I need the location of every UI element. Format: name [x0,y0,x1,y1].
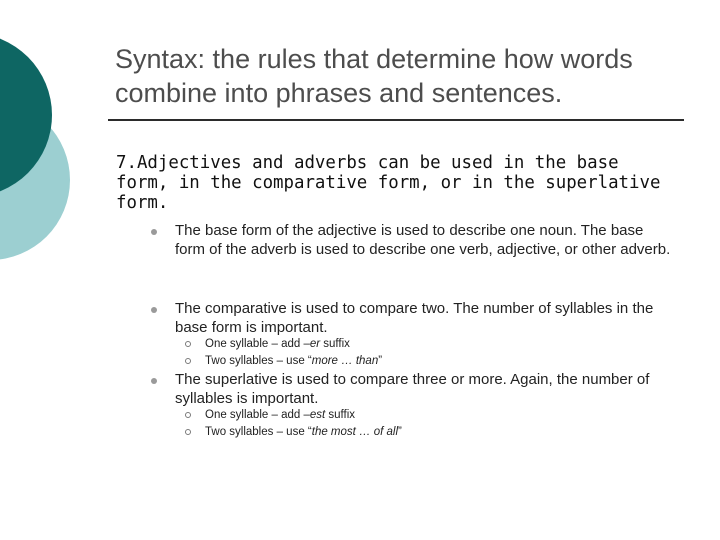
title-divider [108,119,684,121]
bullet-dot [151,378,157,384]
sub-emphasis: the most … of all [311,426,399,438]
bullet-text: The comparative is used to compare two. The number of syllables in the base form is important. [175,300,654,336]
lead-paragraph: 7.Adjectives and adverbs can be used in the base form, in the comparative form, or in the superlative form. [116,153,661,213]
sub-text: suffix [320,338,350,350]
bullet-text: The superlative is used to compare three or more. Again, the number of syllables is important. [175,371,650,407]
sub-text: ” [398,426,402,438]
sub-text: One syllable – add – [205,338,310,350]
bullet-dot [151,229,157,235]
slide-title: Syntax: the rules that determine how words combine into phrases and sentences. [115,44,633,108]
decorative-circles [0,0,120,300]
sub-bullet-ring [185,358,191,364]
sub-text: One syllable – add – [205,409,310,421]
bullet-dot [151,307,157,313]
sub-bullet-ring [185,429,191,435]
sub-text: suffix [325,409,356,421]
bullet-text: The base form of the adjective is used to describe one noun. The base form of the adverb is used to describe one verb, adjective, or other adverb. [175,222,671,258]
sub-text: Two syllables – use “ [205,355,312,367]
sub-text: ” [378,355,383,367]
sub-emphasis: more … than [311,355,379,367]
sub-text: Two syllables – use “ [205,426,312,438]
sub-emphasis: est [309,409,326,421]
sub-bullet-ring [185,412,191,418]
sub-emphasis: er [309,338,321,350]
sub-bullet-ring [185,341,191,347]
